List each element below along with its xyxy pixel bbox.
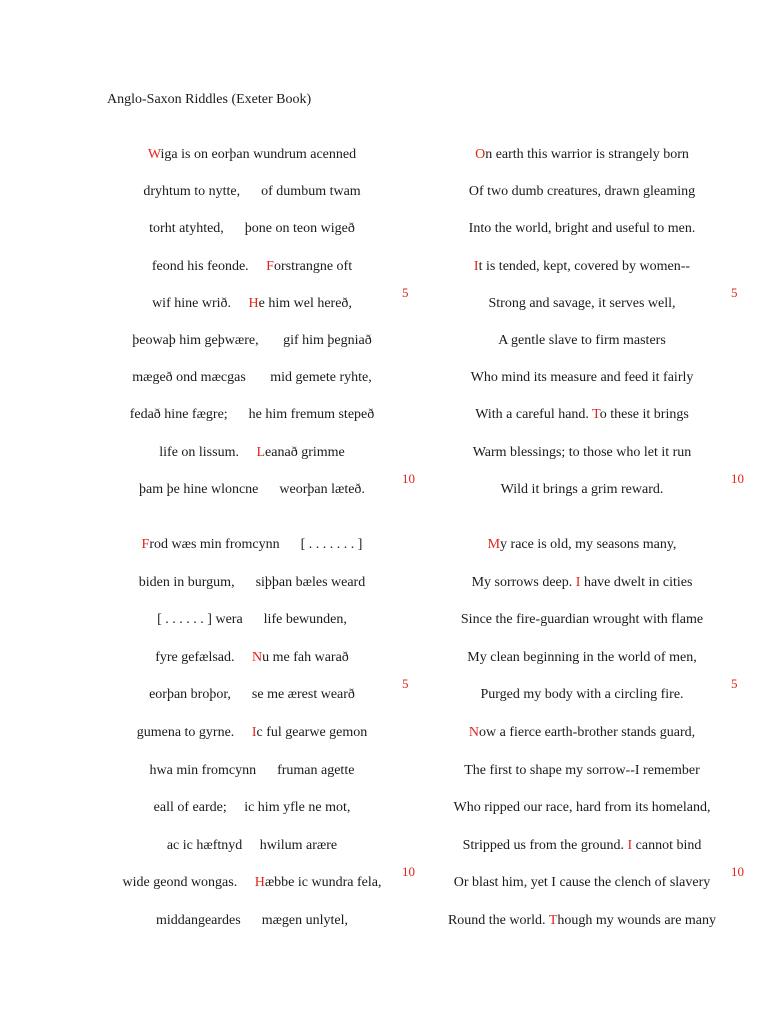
verse-text: gumena to gyrne. — [136, 725, 252, 740]
translation-line — [382, 649, 768, 667]
verse-text: rod wæs min fromcynn [ . . . . . . . ] — [149, 537, 363, 552]
translation-line — [382, 762, 768, 780]
verse-text: orstrangne oft — [273, 258, 353, 274]
red-initial: H — [254, 875, 265, 891]
verse-text: eanað grimme — [265, 444, 345, 460]
translation-line — [382, 874, 768, 892]
verse-text: Who ripped our race, hard from its homeland, — [453, 800, 711, 816]
verse-text: fedað hine fægre; he him fremum stepeð — [129, 407, 375, 423]
translation-line — [382, 369, 768, 387]
red-initial: I — [575, 574, 581, 590]
translation-line — [382, 574, 768, 592]
translation-line — [382, 912, 768, 930]
red-initial: L — [256, 444, 266, 460]
red-initial: F — [141, 537, 150, 552]
verse-text: eorþan broþor, se me ærest wearð — [149, 687, 355, 703]
verse-text: Or blast him, yet I cause the clench of slavery — [453, 875, 711, 891]
verse-text: A gentle slave to firm masters — [498, 333, 666, 348]
verse-text: e him wel hereð, — [258, 295, 352, 311]
red-initial: M — [487, 537, 501, 552]
red-initial: T — [592, 407, 600, 423]
verse-text: middangeardes mægen unlytel, — [155, 913, 349, 928]
translation-line — [382, 406, 768, 424]
translation-line — [382, 837, 768, 855]
translation-line — [382, 332, 768, 350]
verse-text: þam þe hine wloncne weorþan læteð. — [139, 481, 365, 497]
verse-text: þeowaþ him geþwære, gif him þegniað — [132, 333, 372, 348]
verse-text: æbbe ic wundra fela, — [264, 875, 382, 891]
verse-text: wide geond wongas. — [122, 875, 255, 891]
verse-text: iga is on eorþan wundrum acenned — [160, 147, 357, 162]
verse-text: My clean beginning in the world of men, — [467, 649, 697, 665]
verse-text: Warm blessings; to those who let it run — [472, 444, 692, 460]
verse-text: hough my wounds are many — [557, 913, 717, 928]
line-number-old-english: 10 — [402, 470, 415, 486]
translation-line — [382, 799, 768, 817]
line-number-translation: 10 — [731, 470, 744, 486]
line-number-old-english: 5 — [402, 284, 409, 300]
verse-text: Strong and savage, it serves well, — [488, 295, 676, 311]
red-initial: I — [251, 725, 257, 740]
red-initial: W — [147, 147, 161, 162]
line-number-translation: 5 — [731, 676, 738, 692]
verse-text: have dwelt in cities — [580, 574, 693, 590]
verse-text: Into the world, bright and useful to men. — [468, 221, 696, 237]
verse-text: The first to shape my sorrow--I remember — [464, 762, 700, 778]
verse-text: torht atyhted, þone on teon wigeð — [149, 221, 355, 237]
verse-text: Who mind its measure and feed it fairly — [470, 370, 694, 386]
line-number-translation: 5 — [731, 284, 738, 300]
verse-text: With a careful hand. — [475, 407, 593, 423]
verse-text: hwa min fromcynn fruman agette — [149, 762, 355, 778]
verse-text: Since the fire-guardian wrought with flame — [460, 612, 704, 628]
page-title: Anglo-Saxon Riddles (Exeter Book) — [107, 92, 312, 107]
verse-text: ac ic hæftnyd hwilum arære — [166, 837, 338, 853]
verse-text: Round the world. — [447, 913, 549, 928]
verse-text: u me fah warað — [262, 649, 349, 665]
red-initial: F — [266, 258, 274, 274]
verse-text: Purged my body with a circling fire. — [480, 687, 684, 703]
verse-text: Of two dumb creatures, drawn gleaming — [468, 184, 696, 200]
verse-text: wif hine wrið. — [152, 295, 249, 311]
red-initial: I — [473, 258, 479, 274]
verse-text: biden in burgum, siþþan bæles weard — [138, 574, 366, 590]
translation-line — [382, 295, 768, 313]
translation-line — [382, 146, 768, 164]
verse-text: t is tended, kept, covered by women-- — [478, 258, 691, 274]
verse-text: cannot bind — [632, 837, 702, 853]
translation-line — [382, 481, 768, 499]
line-number-old-english: 10 — [402, 864, 415, 880]
red-initial: I — [627, 837, 633, 853]
translation-line — [382, 220, 768, 238]
verse-text: Wild it brings a grim reward. — [500, 481, 664, 497]
verse-text: My sorrows deep. — [471, 574, 576, 590]
verse-text: n earth this warrior is strangely born — [485, 147, 689, 162]
translation-line — [382, 536, 768, 554]
red-initial: O — [475, 147, 486, 162]
verse-text: mægeð ond mæcgas mid gemete ryhte, — [132, 370, 372, 386]
verse-text: fyre gefælsad. — [155, 649, 252, 665]
red-initial: T — [548, 913, 558, 928]
translation-line — [382, 444, 768, 462]
translation-line — [382, 183, 768, 201]
translation-line — [382, 258, 768, 276]
verse-text: dryhtum to nytte, of dumbum twam — [143, 184, 361, 200]
red-initial: N — [252, 649, 263, 665]
line-number-translation: 10 — [731, 864, 744, 880]
verse-text: Stripped us from the ground. — [462, 837, 628, 853]
verse-text: y race is old, my seasons many, — [500, 537, 677, 552]
verse-text: [ . . . . . . ] wera life bewunden, — [157, 612, 347, 628]
verse-text: o these it brings — [599, 407, 689, 423]
verse-text: eall of earde; ic him yfle ne mot, — [153, 800, 351, 816]
verse-text: c ful gearwe gemon — [256, 725, 368, 740]
translation-line — [382, 686, 768, 704]
translation-line — [382, 611, 768, 629]
line-number-old-english: 5 — [402, 676, 409, 692]
verse-text: life on lissum. — [159, 444, 257, 460]
verse-text: ow a fierce earth-brother stands guard, — [479, 725, 696, 740]
verse-text: feond his feonde. — [151, 258, 267, 274]
red-initial: N — [468, 725, 479, 740]
red-initial: H — [248, 295, 259, 311]
translation-line — [382, 724, 768, 742]
